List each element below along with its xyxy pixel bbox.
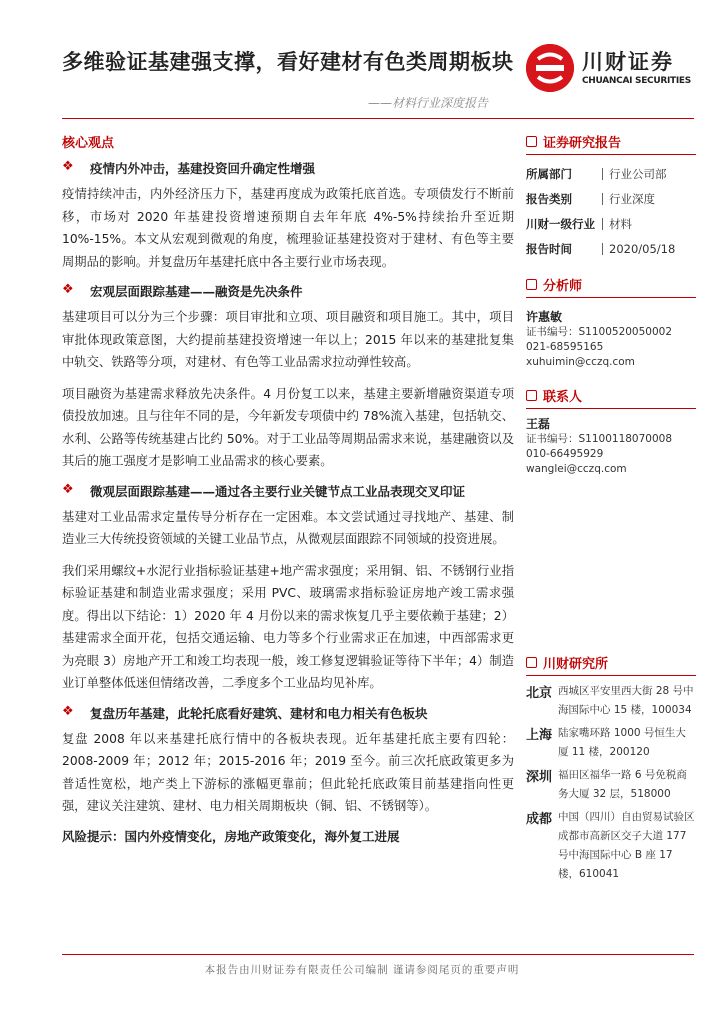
- section-heading: [62, 704, 514, 722]
- logo-en-text: CHUANCAI SECURITIES: [582, 76, 691, 86]
- info-key: 川财一级行业: [526, 216, 595, 231]
- sidebar-divider: [526, 154, 696, 155]
- sidebar-heading: [526, 275, 696, 294]
- info-key: 所属部门: [526, 166, 572, 181]
- contact-email[interactable]: wanglei@cczq.com: [526, 463, 627, 475]
- company-logo: [526, 44, 696, 96]
- square-bullet-icon: [526, 136, 537, 147]
- risk-warning: 风险提示：国内外疫情变化，房地产政策变化，海外复工进展: [62, 828, 400, 844]
- footer-divider: [62, 954, 694, 955]
- info-row: [526, 161, 696, 186]
- section-heading: [62, 482, 514, 500]
- diamond-bullet-icon: ❖: [62, 481, 74, 497]
- info-key: 报告类别: [526, 191, 572, 206]
- report-subtitle: ——材料行业深度报告: [368, 96, 489, 110]
- logo-badge-icon: [526, 44, 574, 92]
- analyst-block: [526, 308, 696, 370]
- section-heading: [62, 282, 514, 300]
- sidebar-divider: [526, 675, 696, 676]
- sidebar-divider: [526, 297, 696, 298]
- info-value: 材料: [609, 216, 632, 231]
- sidebar-heading: [526, 653, 696, 672]
- paragraph: 复盘 2008 年以来基建托底行情中的各板块表现。近年基建托底主要有四轮：2008-2009 年；2012 年；2015-2016 年；2019 至今。前三次托底政策更多为普适性宽松，地产类上下游标的涨幅更靠前；但此轮托底政策目前基建指向性更强，建议关注建筑、建材、电力相关周期板块（铜、铝、不锈钢等）。: [62, 731, 514, 813]
- office-row: [526, 766, 696, 804]
- section-heading: [62, 159, 514, 177]
- contact-phone: 010-66495929: [526, 448, 604, 460]
- analyst-email[interactable]: xuhuimin@cczq.com: [526, 356, 635, 368]
- analyst-name: 许惠敏: [526, 310, 563, 324]
- office-row: [526, 808, 696, 884]
- info-key: 报告时间: [526, 241, 572, 256]
- paragraph: 基建对工业品需求定量传导分析存在一定困难。本文尝试通过寻找地产、基建、制造业三大传统投资领域的关键工业品节点，从微观层面跟踪不同领域的投资进展。: [62, 509, 514, 546]
- report-title: 多维验证基建强支撑，看好建材有色类周期板块: [62, 50, 514, 74]
- main-column: [62, 132, 514, 845]
- header-divider: [62, 118, 694, 119]
- sidebar-heading-text: 川财研究所: [543, 657, 609, 672]
- diamond-bullet-icon: ❖: [62, 703, 74, 719]
- square-bullet-icon: [526, 279, 537, 290]
- section-heading-text: 复盘历年基建，此轮托底看好建筑、建材和电力相关有色板块: [90, 705, 428, 721]
- core-view-title: 核心观点: [62, 136, 115, 151]
- office-city: 上海: [526, 728, 553, 743]
- info-row: [526, 186, 696, 211]
- section-heading-text: 微观层面跟踪基建——通过各主要行业关键节点工业品表现交叉印证: [90, 483, 466, 499]
- info-value: 2020/05/18: [609, 241, 676, 256]
- footer-disclaimer: 本报告由川财证券有限责任公司编制 谨请参阅尾页的重要声明: [204, 964, 520, 976]
- sidebar-divider: [526, 408, 696, 409]
- report-info-list: [526, 161, 696, 261]
- info-separator: [602, 243, 603, 255]
- info-row: [526, 211, 696, 236]
- paragraph: 疫情持续冲击，内外经济压力下，基建再度成为政策托底首选。专项债发行不断前移，市场对 2020 年基建投资增速预期自去年年底 4%-5%持续抬升至近期 10%-15%。本文从宏观到微观的角度，梳理验证基建投资对于建材、有色等主要周期品的影响。并复盘历年基建托底中各主要行业市场表现。: [62, 187, 514, 269]
- info-row: [526, 236, 696, 261]
- contact-name: 王磊: [526, 417, 551, 431]
- square-bullet-icon: [526, 390, 537, 401]
- sidebar-heading-text: 证券研究报告: [543, 136, 622, 151]
- paragraph: 我们采用螺纹+水泥行业指标验证基建+地产需求强度；采用铜、铝、不锈钢行业指标验证基建和制造业需求强度；采用 PVC、玻璃需求指标验证房地产竣工需求强度。得出以下结论：1）2020 年 4 月份以来的需求恢复几乎主要依赖于基建；2）基建需求全面开花，包括交通运输、电力等多个行业需求正在加速，中西部需求更为亮眼 3）房地产开工和竣工均表现一般，竣工修复逻辑验证等待下半年；4）制造业订单整体低迷但情绪改善，二季度多个工业品均见补库。: [62, 563, 514, 690]
- sidebar-heading-text: 联系人: [543, 390, 583, 405]
- info-separator: [602, 193, 603, 205]
- contact-cert: 证书编号：S1100118070008: [526, 433, 673, 445]
- office-row: [526, 724, 696, 762]
- sidebar: [526, 132, 696, 888]
- office-address: 西城区平安里西大街 28 号中海国际中心 15 楼，100034: [558, 685, 694, 716]
- section-heading-text: 疫情内外冲击，基建投资回升确定性增强: [90, 161, 316, 176]
- info-separator: [602, 168, 603, 180]
- contact-block: [526, 415, 696, 477]
- square-bullet-icon: [526, 657, 537, 668]
- office-city: 深圳: [526, 770, 553, 785]
- office-address: 福田区福华一路 6 号免税商务大厦 32 层，518000: [558, 769, 687, 800]
- diamond-bullet-icon: ❖: [62, 282, 74, 297]
- office-address: 陆家嘴环路 1000 号恒生大厦 11 楼，200120: [558, 727, 686, 758]
- office-row: [526, 682, 696, 720]
- sidebar-heading-text: 分析师: [543, 279, 583, 294]
- office-city: 成都: [526, 812, 553, 827]
- sidebar-heading: [526, 386, 696, 405]
- sidebar-heading: [526, 132, 696, 151]
- analyst-cert: 证书编号：S1100520050002: [526, 326, 673, 338]
- office-list: [526, 682, 696, 884]
- diamond-bullet-icon: ❖: [62, 159, 74, 174]
- logo-cn-text: 川财证券: [582, 50, 674, 74]
- office-address: 中国（四川）自由贸易试验区成都市高新区交子大道 177 号中海国际中心 B 座 17 楼，610041: [558, 811, 695, 880]
- office-city: 北京: [526, 686, 553, 701]
- info-value: 行业公司部: [609, 166, 667, 181]
- info-separator: [602, 218, 603, 230]
- info-value: 行业深度: [609, 191, 655, 206]
- analyst-phone: 021-68595165: [526, 341, 604, 353]
- paragraph: 基建项目可以分为三个步骤：项目审批和立项、项目融资和项目施工。其中，项目审批体现政策意图，大约提前基建投资增速一年以上；2015 年以来的基建批复集中轨交、铁路等分项，对建材、有色等工业品需求拉动弹性较高。: [62, 310, 514, 369]
- section-heading-text: 宏观层面跟踪基建——融资是先决条件: [90, 284, 303, 299]
- paragraph: 项目融资为基建需求释放先决条件。4 月份复工以来，基建主要新增融资渠道专项债投放加速。且与往年不同的是，今年新发专项债中约 78%流入基建，包括轨交、水利、公路等传统基建占比约 50%。对于工业品等周期品需求来说，基建融资以及其后的施工强度才是影响工业品需求的核心要素。: [62, 386, 514, 468]
